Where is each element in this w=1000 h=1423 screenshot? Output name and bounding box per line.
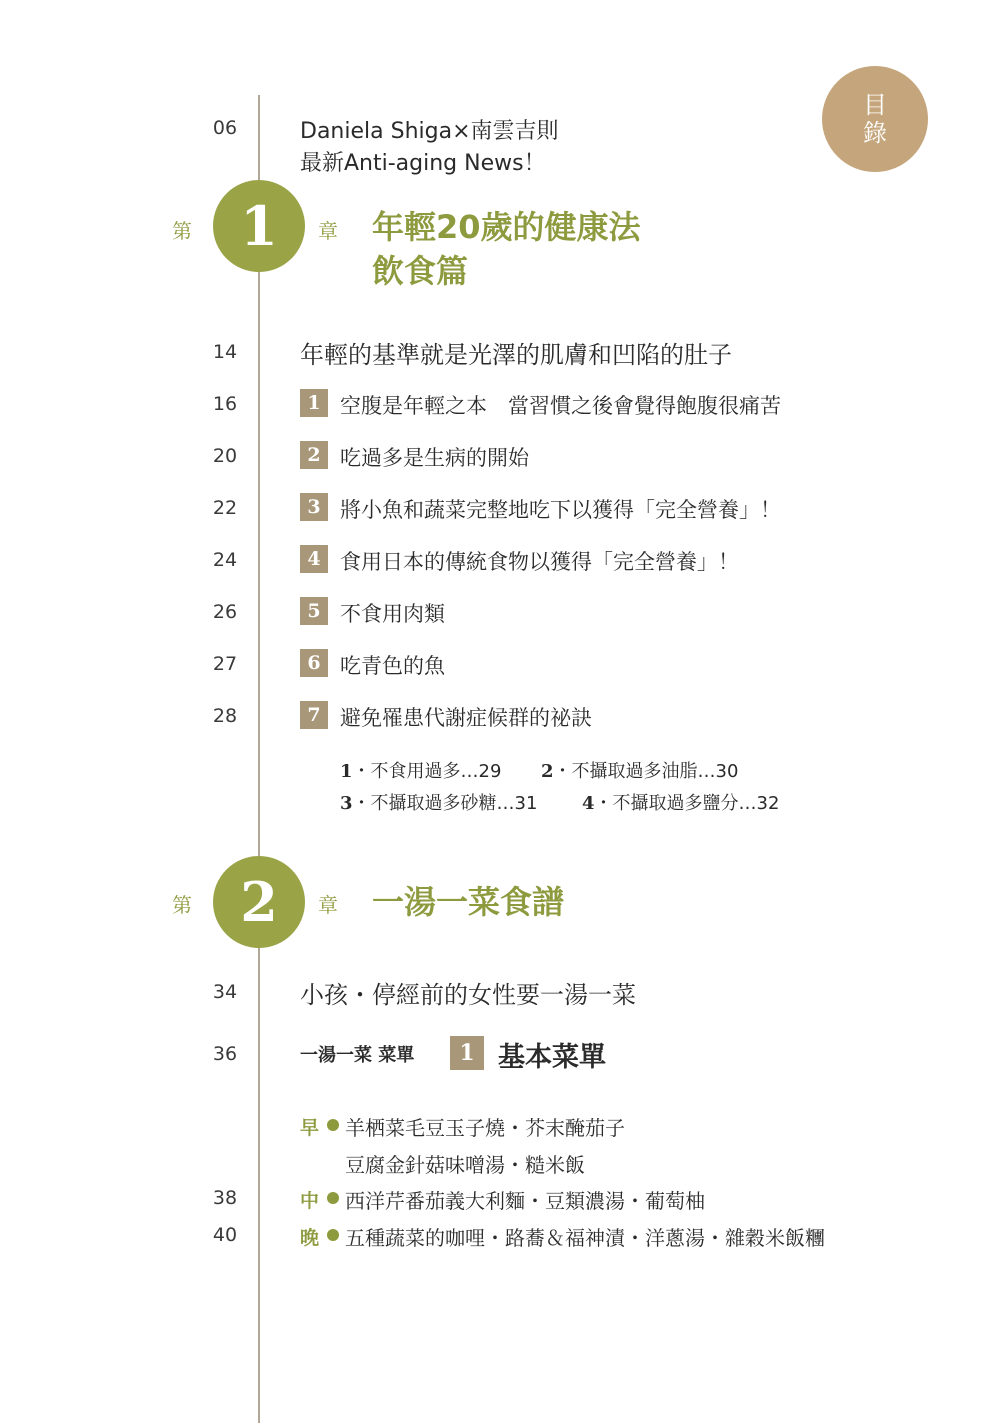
sub-item-number: 1: [340, 761, 353, 782]
item-number-box: 3: [300, 493, 328, 521]
menu-title[interactable]: 基本菜單: [498, 1042, 606, 1073]
chapter-subtitle[interactable]: 飲食篇: [372, 252, 469, 290]
chapter-number-badge: 2: [213, 856, 305, 948]
sub-item-number: 3: [340, 793, 353, 814]
timeline-divider: [258, 95, 260, 1423]
meal-label-lunch: 中: [300, 1190, 320, 1212]
menu-number-box: 1: [450, 1036, 484, 1070]
intro-line-2[interactable]: 最新Anti-aging News！: [300, 151, 546, 176]
meal-label-dinner: 晚: [300, 1227, 320, 1249]
page-number: 14: [212, 341, 238, 363]
chapter-prefix: 第: [172, 219, 192, 243]
bullet-dot: [327, 1192, 339, 1204]
toc-badge: [822, 66, 928, 172]
meal-item[interactable]: 羊栖菜毛豆玉子燒・芥末醃茄子: [345, 1116, 625, 1140]
page-number: 38: [212, 1187, 238, 1209]
meal-label-breakfast: 早: [300, 1117, 320, 1139]
meal-item[interactable]: 豆腐金針菇味噌湯・糙米飯: [345, 1153, 585, 1177]
page-number: 34: [212, 981, 238, 1003]
sub-item-number: 4: [582, 793, 595, 814]
item-number-box: 4: [300, 545, 328, 573]
chapter-prefix: 第: [172, 893, 192, 917]
page-number: 20: [212, 445, 238, 467]
intro-line-1[interactable]: Daniela Shiga×南雲吉則: [300, 119, 559, 144]
page-number: 24: [212, 549, 238, 571]
item-number-box: 6: [300, 649, 328, 677]
item-number-box: 5: [300, 597, 328, 625]
bullet-dot: [327, 1119, 339, 1131]
toc-item[interactable]: 空腹是年輕之本 當習慣之後會覺得飽腹很痛苦: [340, 394, 781, 418]
section-lead[interactable]: 小孩・停經前的女性要一湯一菜: [300, 981, 636, 1009]
toc-item[interactable]: 避免罹患代謝症候群的祕訣: [340, 706, 592, 730]
chapter-title[interactable]: 一湯一菜食譜: [372, 883, 565, 921]
sub-item[interactable]: [340, 757, 501, 783]
page-number: 06: [212, 117, 238, 139]
page-number: 26: [212, 601, 238, 623]
sub-item[interactable]: [340, 789, 537, 815]
toc-item[interactable]: 不食用肉類: [340, 602, 445, 626]
toc-badge-char-2: 錄: [863, 119, 887, 147]
section-lead[interactable]: 年輕的基準就是光澤的肌膚和凹陷的肚子: [300, 341, 732, 369]
sub-item-text: ・不食用過多…29: [352, 761, 502, 782]
chapter-suffix: 章: [318, 219, 338, 243]
item-number-box: 2: [300, 441, 328, 469]
chapter-suffix: 章: [318, 893, 338, 917]
page-number: 28: [212, 705, 238, 727]
item-number-box: 7: [300, 701, 328, 729]
sub-item-text: ・不攝取過多鹽分…32: [594, 793, 780, 814]
toc-item[interactable]: 吃過多是生病的開始: [340, 446, 529, 470]
page-number: 16: [212, 393, 238, 415]
sub-item-text: ・不攝取過多油脂…30: [553, 761, 739, 782]
sub-item[interactable]: [582, 789, 779, 815]
item-number-box: 1: [300, 389, 328, 417]
page-number: 36: [212, 1043, 238, 1065]
sub-item[interactable]: [541, 757, 738, 783]
toc-item[interactable]: 食用日本的傳統食物以獲得「完全營養」！: [340, 550, 739, 574]
meal-item[interactable]: 西洋芹番茄義大利麵・豆類濃湯・葡萄柚: [345, 1189, 705, 1213]
chapter-title[interactable]: 年輕20歲的健康法: [372, 208, 641, 246]
bullet-dot: [327, 1229, 339, 1241]
menu-label: 一湯一菜 菜單: [300, 1045, 415, 1066]
page-number: 27: [212, 653, 238, 675]
sub-item-number: 2: [541, 761, 554, 782]
chapter-number-badge: 1: [213, 180, 305, 272]
toc-item[interactable]: 吃青色的魚: [340, 654, 445, 678]
toc-badge-char-1: 目: [863, 91, 887, 119]
meal-item[interactable]: 五種蔬菜的咖哩・路蕎＆福神漬・洋蔥湯・雜穀米飯糰: [345, 1226, 825, 1250]
toc-item[interactable]: 將小魚和蔬菜完整地吃下以獲得「完全營養」！: [340, 498, 781, 522]
page-number: 22: [212, 497, 238, 519]
page-number: 40: [212, 1224, 238, 1246]
sub-item-text: ・不攝取過多砂糖…31: [352, 793, 538, 814]
